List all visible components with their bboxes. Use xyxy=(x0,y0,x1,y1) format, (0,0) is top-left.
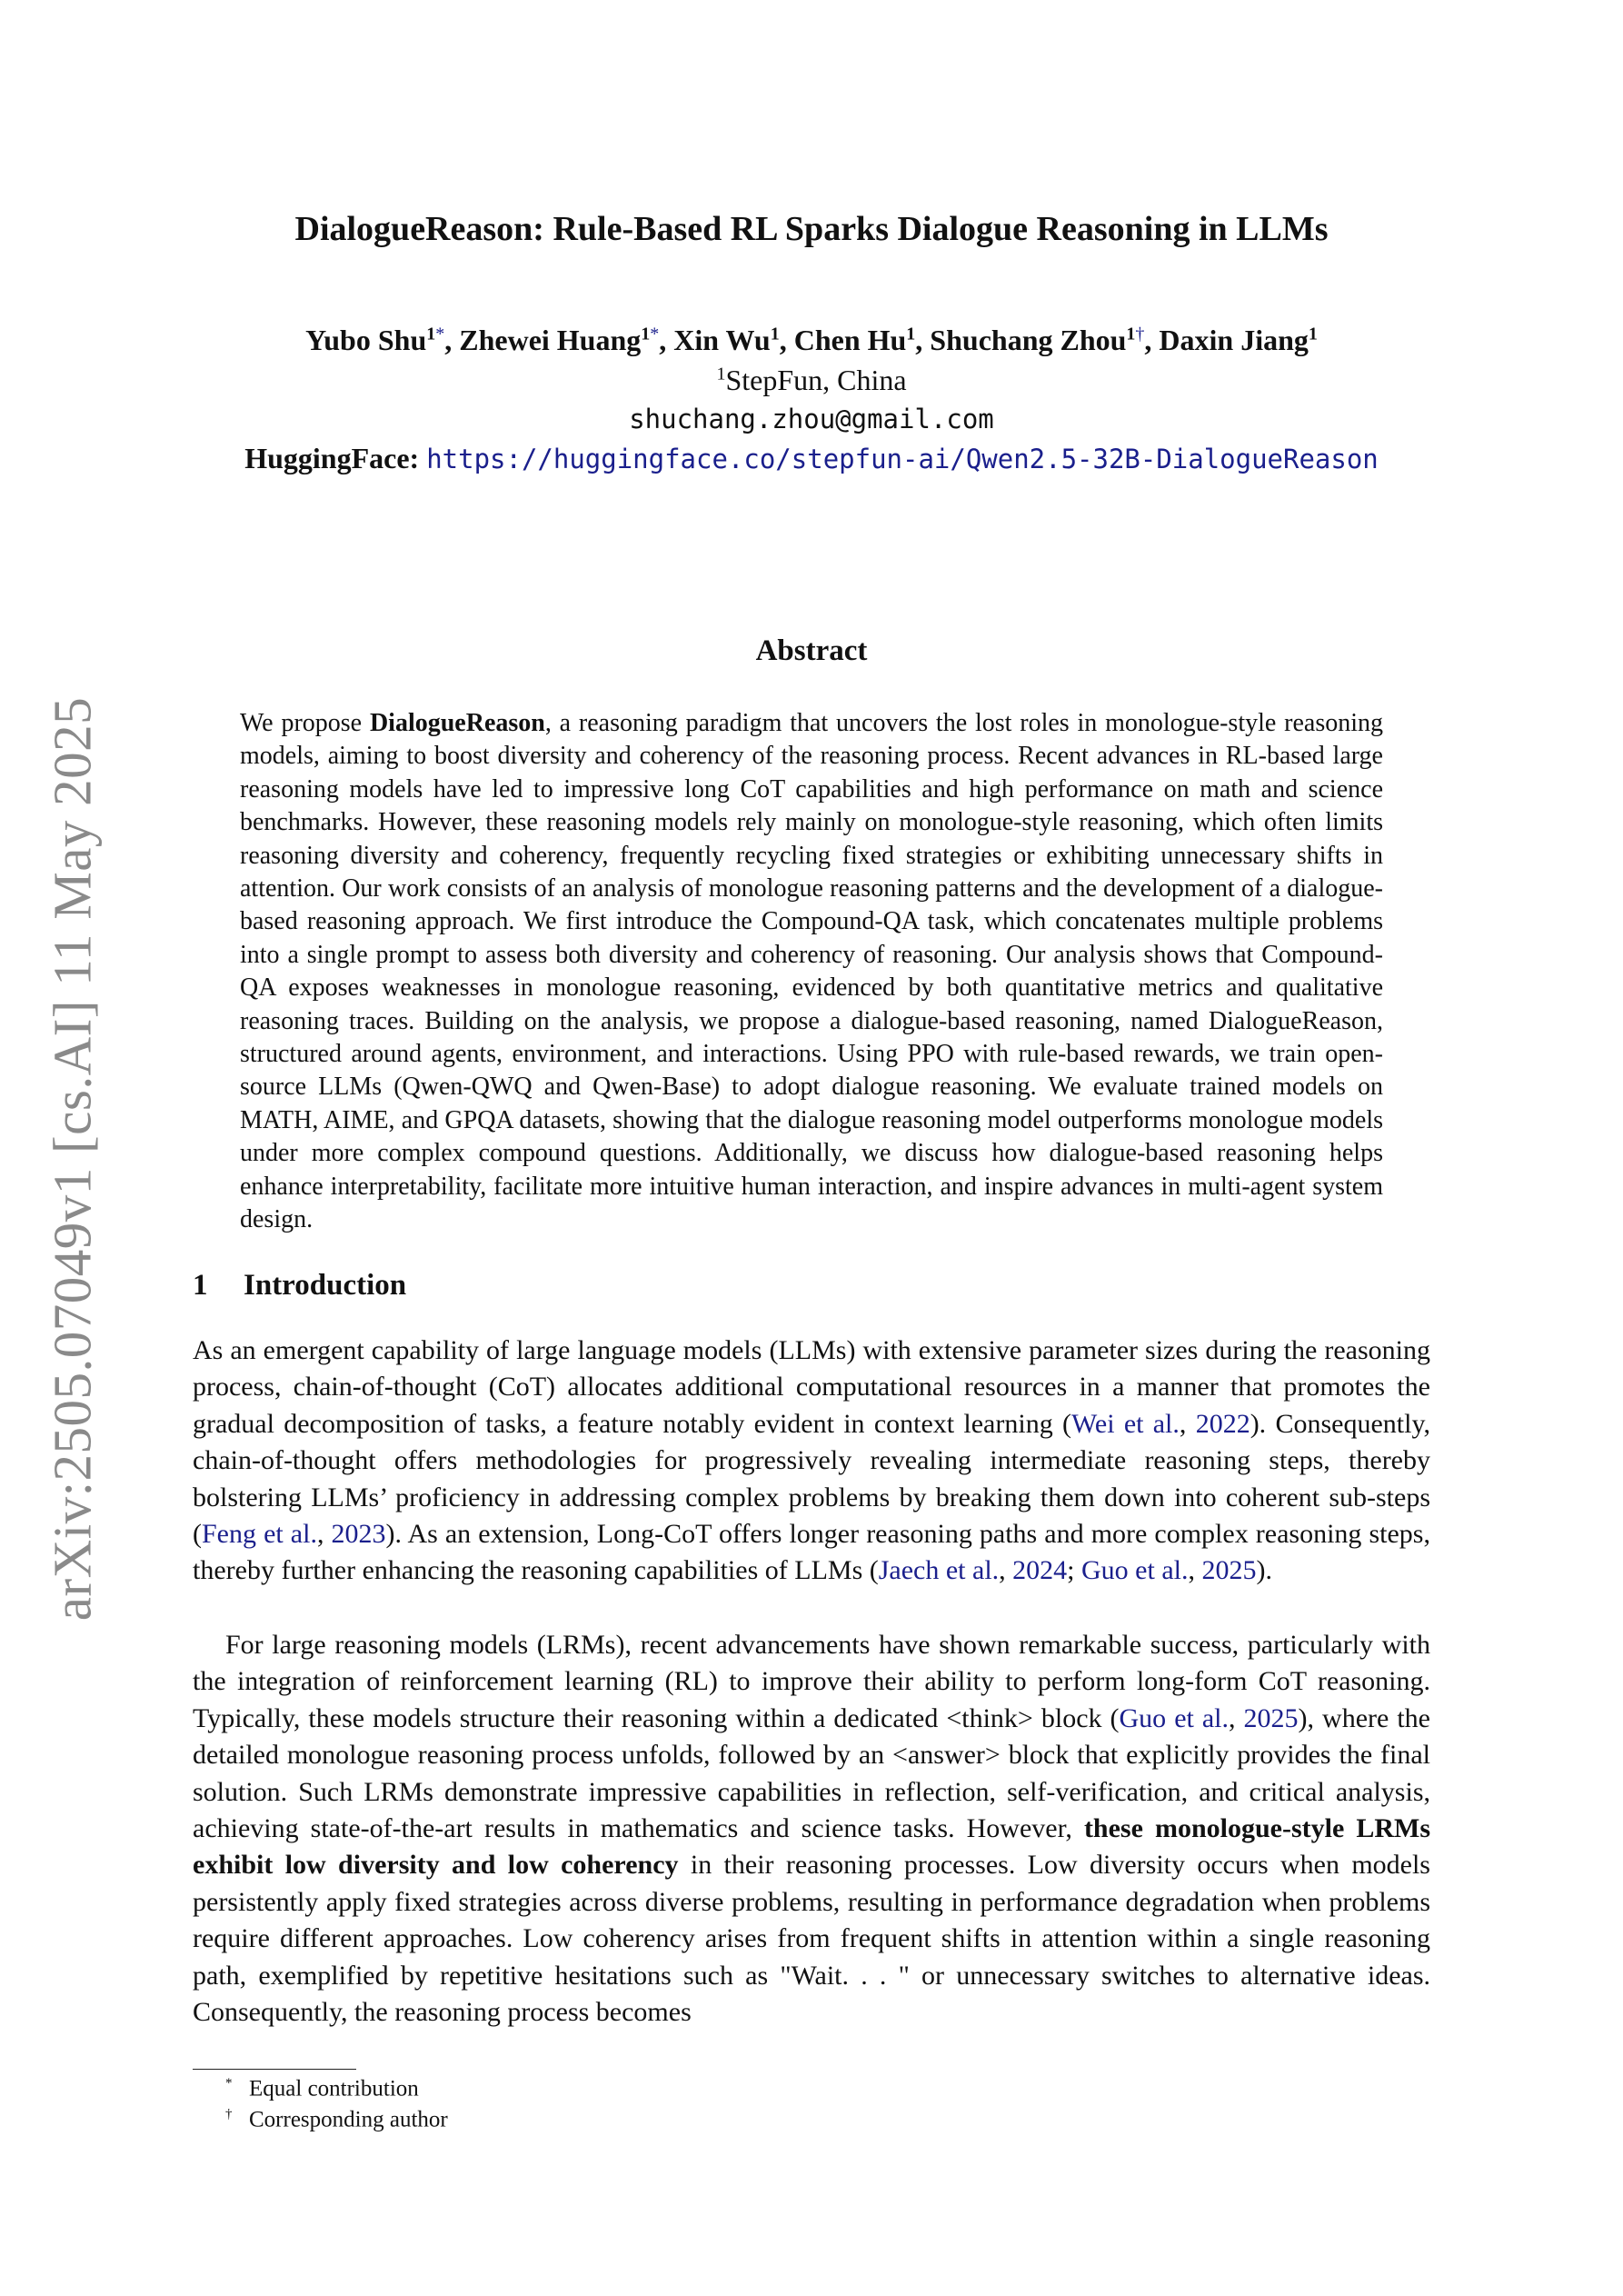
author-affiliation-marker: 1* xyxy=(426,324,445,344)
intro-paragraph-2 xyxy=(193,1627,1430,2031)
author-name: Xin Wu xyxy=(673,324,771,356)
footnote-text: Corresponding author xyxy=(249,2107,448,2132)
author-affiliation-marker: 1 xyxy=(1308,324,1318,344)
author-affiliation-marker: 1* xyxy=(641,324,660,344)
citation-link[interactable]: 2024 xyxy=(1012,1555,1068,1586)
paragraph-text: in their reasoning processes. Low diversity occurs when models persistently apply fixed strategies across diverse problems, resulting in performance degradation when problems require different approaches. Low coherency arises from frequent shifts in attention within a single reasoning path, exemplified by repetitive hesitations such as "Wait. . . " or unnecessary switches to alternative ideas. Consequently, the reasoning process becomes xyxy=(193,1850,1430,2028)
citation-link[interactable]: 2022 xyxy=(1195,1408,1250,1439)
abstract-body xyxy=(240,707,1383,1237)
abstract-heading: Abstract xyxy=(755,634,868,667)
author-name: Yubo Shu xyxy=(305,324,427,356)
paragraph-text: , xyxy=(999,1555,1013,1586)
author-name: Chen Hu xyxy=(793,324,907,356)
author-affiliation-marker: 1† xyxy=(1126,324,1145,344)
paragraph-text: , xyxy=(1188,1555,1202,1586)
huggingface-label: HuggingFace: xyxy=(244,442,420,474)
paragraph-text: , xyxy=(1179,1408,1196,1439)
footnote-mark: * xyxy=(225,2076,233,2091)
citation-link[interactable]: Guo et al. xyxy=(1119,1702,1230,1733)
citation-link[interactable]: Jaech et al. xyxy=(878,1555,1000,1586)
author-name: Zhewei Huang xyxy=(459,324,642,356)
footnote-rule xyxy=(193,2069,356,2070)
affiliation-text: StepFun, China xyxy=(725,364,907,396)
paper-title: DialogueReason: Rule-Based RL Sparks Dialogue Reasoning in LLMs xyxy=(294,210,1329,248)
author-affiliation-marker: 1 xyxy=(906,324,916,344)
author-name: Daxin Jiang xyxy=(1159,324,1309,356)
affiliation xyxy=(0,364,1623,397)
paragraph-text: ). As an extension, Long-CoT offers longer reasoning paths and more complex reasoning steps, thereby further enhancing the reasoning capabilities of LLMs ( xyxy=(193,1519,1430,1586)
arxiv-sidebar-stamp xyxy=(42,676,103,1642)
citation-link[interactable]: 2023 xyxy=(331,1519,386,1550)
section-title: Introduction xyxy=(244,1269,407,1302)
paragraph-text: ; xyxy=(1067,1555,1081,1586)
citation-link[interactable]: Wei et al. xyxy=(1070,1408,1180,1439)
paragraph-text: For large reasoning models (LRMs), recent advancements have shown remarkable success, particularly with the integration of reinforcement learning (RL) to improve their ability to perform long-form CoT reasoning. Typically, these models structure their reasoning within a dedicated <think> block ( xyxy=(193,1630,1430,1733)
paragraph-text: ). Consequently, chain-of-thought offers methodologies for progressively revealing intermediate reasoning steps, thereby bolstering LLMs’ proficiency in addressing complex problems by breaking them down into coherent sub-steps ( xyxy=(193,1408,1430,1550)
abstract-text-pre: We propose xyxy=(240,709,370,737)
citation-link[interactable]: Guo et al. xyxy=(1081,1555,1189,1586)
section-heading-introduction xyxy=(193,1269,406,1303)
huggingface-link[interactable]: https://huggingface.co/stepfun-ai/Qwen2.5-32B-DialogueReason xyxy=(426,444,1379,474)
citation-link[interactable]: 2025 xyxy=(1243,1702,1299,1733)
contact-email[interactable]: shuchang.zhou@gmail.com xyxy=(629,404,994,434)
author-affiliation-marker: 1 xyxy=(770,324,780,344)
footnote-mark: † xyxy=(225,2107,233,2121)
abstract-method-name: DialogueReason xyxy=(369,709,545,737)
footnote-text: Equal contribution xyxy=(249,2076,419,2101)
emphasis-text: these monologue-style LRMs exhibit low diversity and low coherency xyxy=(193,1813,1431,1881)
section-number: 1 xyxy=(193,1269,208,1302)
citation-link[interactable]: Feng et al. xyxy=(202,1519,317,1550)
abstract-text: , a reasoning paradigm that uncovers the lost roles in monologue-style reasoning models, aiming to boost diversity and coherency of the reasoning process. Recent advances in RL-based large reasoning models have led to impressive long CoT capabilities and high performance on math and science benchmarks. However, these reasoning models rely mainly on monologue-style reasoning, which often limits reasoning diversity and coherency, frequently recycling fixed strategies or exhibiting unnecessary shifts in attention. Our work consists of an analysis of monologue reasoning patterns and the development of a dialogue-based reasoning approach. We first introduce the Compound-QA task, which concatenates multiple problems into a single prompt to assess both diversity and coherency of reasoning. Our analysis shows that Compound-QA exposes weaknesses in monologue reasoning, evidenced by both quantitative metrics and qualitative reasoning traces. Building on the analysis, we propose a dialogue-based reasoning, named DialogueReason, structured around agents, environment, and interactions. Using PPO with rule-based rewards, we train open-source LLMs (Qwen-QWQ and Qwen-Base) to adopt dialogue reasoning. We evaluate trained models on MATH, AIME, and GPQA datasets, showing that the dialogue reasoning model outperforms monologue models under more complex compound questions. Additionally, we discuss how dialogue-based reasoning helps enhance interpretability, facilitate more intuitive human interaction, and inspire advances in multi-agent system design. xyxy=(240,709,1383,1234)
author-name: Shuchang Zhou xyxy=(930,324,1127,356)
huggingface-line xyxy=(0,442,1623,475)
paragraph-text: ), where the detailed monologue reasoning process unfolds, followed by an <answer> block that explicitly provides the final solution. Such LRMs demonstrate impressive capabilities in reflection, self-verification, and critical analysis, achieving state-of-the-art results in mathematics and science tasks. However, xyxy=(193,1702,1430,1844)
paragraph-text: As an emergent capability of large language models (LLMs) with extensive parameter sizes during the reasoning process, chain-of-thought (CoT) allocates additional computational resources in a manner that promotes the gradual decomposition of tasks, a feature notably evident in context learning ( xyxy=(193,1335,1430,1439)
footnote-equal-contribution xyxy=(225,2076,419,2101)
paragraph-text: , xyxy=(1229,1702,1244,1733)
citation-link[interactable]: 2025 xyxy=(1201,1555,1257,1586)
footnote-corresponding-author xyxy=(225,2107,448,2132)
paragraph-text: ). xyxy=(1256,1555,1272,1586)
affiliation-marker: 1 xyxy=(716,364,726,384)
author-list: Yubo Shu$^{1*}$, Zhewei Huang$^{1*}$, Xin Wu$^1$, Chen Hu$^1$, Shuchang Zhou$^{1\dagger}$, Daxin Jiang$^1$ xyxy=(305,324,1318,356)
arxiv-identifier: arXiv:2505.07049v1 [cs.AI] 11 May 2025 xyxy=(42,696,103,1622)
paragraph-text: , xyxy=(316,1519,332,1550)
intro-paragraph-1 xyxy=(193,1333,1430,1590)
